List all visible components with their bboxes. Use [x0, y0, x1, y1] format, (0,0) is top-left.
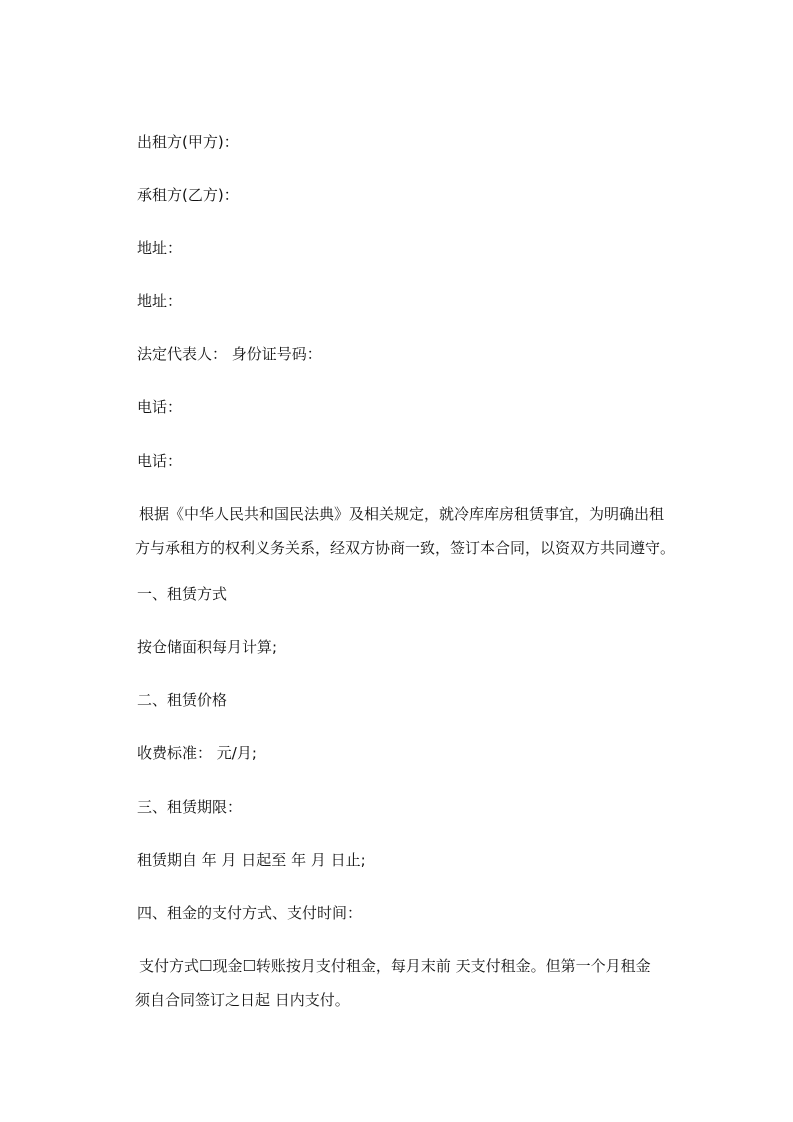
address-line-1: 地址： — [137, 239, 183, 257]
preamble-paragraph — [137, 504, 717, 558]
lessee-line: 承租方(乙方)： — [137, 186, 239, 204]
preamble-line-1: 根据《中华人民共和国民法典》及相关规定，就冷库库房租赁事宜，为明确出租 — [139, 505, 665, 523]
lessor-line: 出租方(甲方)： — [137, 133, 239, 151]
section-4-line-2: 须自合同签订之日起 日内支付。 — [135, 991, 350, 1009]
phone-line-1: 电话： — [137, 398, 183, 416]
address-line-2: 地址： — [137, 292, 183, 310]
section-2-body: 收费标准： 元/月; — [137, 744, 257, 762]
section-4-line-1: 支付方式☐现金☐转账按月支付租金，每月末前 天支付租金。但第一个月租金 — [139, 957, 651, 975]
section-3-title: 三、租赁期限： — [137, 798, 243, 816]
section-1-title: 一、租赁方式 — [137, 585, 228, 603]
section-4-title: 四、租金的支付方式、支付时间： — [137, 904, 363, 922]
preamble-line-2: 方与承租方的权利义务关系，经双方协商一致，签订本合同，以资双方共同遵守。 — [135, 539, 676, 557]
section-3-body: 租赁期自 年 月 日起至 年 月 日止; — [137, 851, 366, 869]
phone-line-2: 电话： — [137, 452, 183, 470]
legal-representative-line: 法定代表人： 身份证号码： — [137, 345, 322, 363]
section-1-body: 按仓储面积每月计算; — [137, 638, 278, 656]
section-4-paragraph — [137, 956, 717, 1010]
section-2-title: 二、租赁价格 — [137, 691, 228, 709]
